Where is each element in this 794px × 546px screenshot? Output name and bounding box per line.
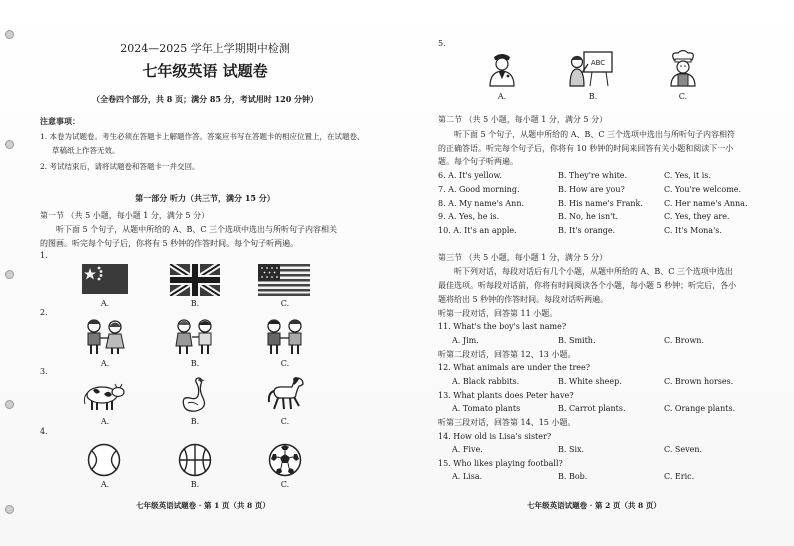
usa-flag-icon [258, 264, 310, 296]
answer-option-b: B. Smith. [558, 336, 596, 345]
option-label: A. [100, 359, 110, 368]
police-officer-icon [486, 50, 518, 88]
binding-hole [5, 505, 14, 514]
option-label: C. [280, 359, 290, 368]
answer-option-c: C. Seven. [664, 445, 703, 454]
answer-option-b: B. Bob. [558, 472, 588, 481]
option-label: A. [100, 299, 110, 308]
tennis-ball-icon [87, 443, 121, 477]
subject-title: 七年级英语 试题卷 [142, 62, 268, 80]
binding-holes [5, 0, 17, 546]
answer-option-a: 10. A. It's an apple. [438, 226, 517, 235]
dialog-intro: 听第一段对话，回答第 11 小题。 [438, 309, 558, 318]
soccer-ball-icon [268, 443, 302, 477]
answer-option-c: C. Yes, it is. [664, 171, 711, 180]
answer-option-a: A. Jim. [452, 336, 479, 345]
goose-icon [178, 376, 210, 414]
section1-instruction-cont: 的图画。听完每个句子后，你将有 5 秒钟的作答时间。每个句子听两遍。 [40, 239, 299, 248]
answer-option-b: B. How are you? [558, 185, 625, 194]
section2-instruction-cont: 的正确答语。听完每个句子后，你将有 10 秒钟的时间来回答有关小题和阅读下一小 [438, 144, 734, 153]
two-children-icon [172, 318, 218, 356]
answer-option-c: C. Yes, they are. [664, 212, 730, 221]
chef-icon [666, 50, 700, 88]
answer-option-a: 6. A. It's yellow. [438, 171, 502, 180]
answer-option-c: C. Brown. [664, 336, 704, 345]
section2-instruction-cont: 题。每个句子听两遍。 [438, 157, 518, 166]
option-label: B. [190, 480, 200, 489]
answer-option-b: B. His name's Frank. [558, 199, 643, 208]
section1-instruction: 听下面 5 个句子，从题中所给的 A、B、C 三个选项中选出与所听句子内容相关 [56, 225, 338, 234]
horse-icon [266, 376, 306, 412]
question-number: 4. [40, 427, 48, 436]
question-text: 12. What animals are under the tree? [438, 363, 591, 372]
question-text: 14. How old is Lisa's sister? [438, 432, 552, 441]
page-footer: 七年级英语试题卷 · 第 2 页（共 8 页） [527, 501, 661, 510]
exam-info: （全卷四个部分，共 8 页；满分 85 分，考试用时 120 分钟） [91, 94, 319, 104]
page-footer: 七年级英语试题卷 · 第 1 页（共 8 页） [136, 501, 270, 510]
answer-option-b: B. White sheep. [558, 377, 622, 386]
binding-hole [5, 30, 14, 39]
answer-option-c: C. Eric. [664, 472, 695, 481]
question-number: 2. [40, 308, 48, 317]
cow-icon [82, 380, 126, 412]
answer-option-a: A. Black rabbits. [452, 377, 520, 386]
answer-option-b: B. No, he isn't. [558, 212, 619, 221]
option-label: B. [190, 359, 200, 368]
answer-option-b: B. Carrot plants. [558, 404, 626, 413]
option-label: A. [100, 417, 110, 426]
exam-title: 2024—2025 学年上学期期中检测 [120, 42, 290, 55]
answer-option-c: C. It's Mona's. [664, 226, 722, 235]
basketball-icon [178, 443, 212, 477]
china-flag-icon [82, 264, 128, 294]
option-label: B. [190, 299, 200, 308]
dialog-intro: 听第二段对话，回答第 12、13 小题。 [438, 350, 576, 359]
answer-option-a: A. Lisa. [452, 472, 483, 481]
notice-title: 注意事项： [40, 116, 80, 126]
option-label: B. [190, 417, 200, 426]
notice-item-1-cont: 草稿纸上作答无效。 [52, 146, 120, 155]
answer-option-c: C. Her name's Anna. [664, 199, 748, 208]
answer-option-b: B. It's orange. [558, 226, 616, 235]
option-label: A. [100, 480, 110, 489]
section2-title: 第二节 （共 5 小题，每小题 1 分，满分 5 分） [438, 115, 608, 124]
answer-option-b: B. They're white. [558, 171, 628, 180]
binding-hole [5, 140, 14, 149]
notice-item-2: 2. 考试结束后，请将试题卷和答题卡一并交回。 [40, 162, 200, 171]
two-children-icon [82, 318, 128, 356]
option-label: C. [280, 480, 290, 489]
dialog-intro: 听第三段对话，回答第 14、15 小题。 [438, 418, 576, 427]
part1-title: 第一部分 听力（共三节，满分 15 分） [135, 193, 275, 203]
answer-option-a: A. Five. [452, 445, 483, 454]
section2-instruction: 听下面 5 个句子，从题中所给的 A、B、C 三个选项中选出与所听句子内容相符 [454, 130, 736, 139]
binding-hole [5, 270, 14, 279]
two-children-icon [262, 318, 308, 356]
teacher-blackboard-icon [568, 50, 614, 88]
section3-instruction: 听下列对话，每段对话后有几个小题，从题中所给的 A、B、C 三个选项中选出 [454, 267, 733, 276]
question-text: 15. Who likes playing football? [438, 459, 563, 468]
section1-title: 第一节 （共 5 小题，每小题 1 分，满分 5 分） [40, 211, 210, 220]
blackboard-text: ABC [590, 59, 606, 67]
answer-option-b: B. Six. [558, 445, 585, 454]
option-label: B. [588, 92, 598, 101]
answer-option-c: C. You're welcome. [664, 185, 742, 194]
question-number: 5. [438, 39, 446, 48]
section3-instruction-cont: 题将给出 5 秒钟的作答时间。每段对话听两遍。 [438, 295, 609, 304]
answer-option-a: 8. A. My name's Ann. [438, 199, 525, 208]
section3-title: 第三节 （共 5 小题，每小题 1 分，满分 5 分） [438, 253, 608, 262]
answer-option-c: C. Orange plants. [664, 404, 736, 413]
section3-instruction-cont: 最佳选项。听每段对话前，你将有时间阅读各个小题，每小题 5 秒钟；听完后，各小 [438, 281, 737, 290]
option-label: C. [280, 417, 290, 426]
question-text: 11. What's the boy's last name? [438, 322, 567, 331]
answer-option-a: A. Tomato plants [452, 404, 521, 413]
answer-option-a: 9. A. Yes, he is. [438, 212, 500, 221]
uk-flag-icon [170, 264, 220, 296]
binding-hole [5, 400, 14, 409]
option-label: C. [280, 299, 290, 308]
option-label: C. [678, 92, 688, 101]
question-number: 1. [40, 251, 48, 260]
option-label: A. [497, 92, 507, 101]
answer-option-c: C. Brown horses. [664, 377, 734, 386]
question-text: 13. What plants does Peter have? [438, 391, 574, 400]
notice-item-1: 1. 本卷为试题卷。考生必须在答题卡上解题作答。答案应书写在答题卡的相应位置上，在试题卷、 [40, 132, 365, 141]
question-number: 3. [40, 367, 48, 376]
answer-option-a: 7. A. Good morning. [438, 185, 520, 194]
